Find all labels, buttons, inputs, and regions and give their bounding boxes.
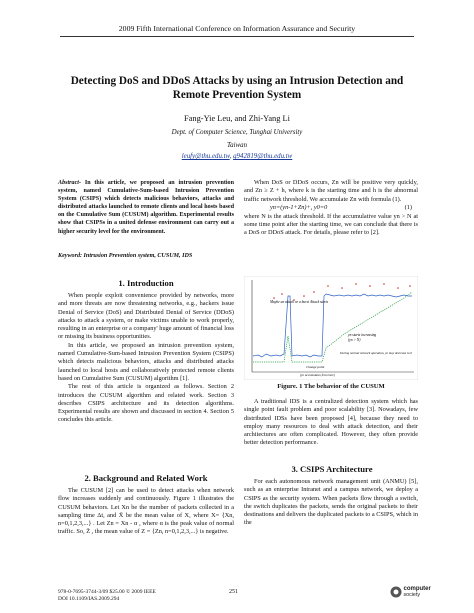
intro-paragraph-2: In this article, we proposed an intrusion prevention system, named Cumulative-Sum-based Intrusion Prevention System (CSIPS) which detects malicious behaviors, attacks and distributed attacks launched to local hosts and collaboratively protected remote clients based on Cumulative Sum (CUSUM) algorithm [1].: [58, 341, 234, 382]
csips-paragraph-1: For each autonomous network management unit (ANMU) [5], such as an enterprise Intranet and a campus network, we deploy a CSIPS as the security system. When packets flow through a switch, the switch duplicates the packets, sends the original packets to their destinations and delivers the duplicated packets to a CSIPS, which in the: [244, 478, 419, 527]
section-heading-intro: 1. Introduction: [118, 278, 174, 288]
right-paragraph-1: When DoS or DDoS occurs, Zn will be positive very quickly, and Zn ≥ Z + h, where k is the starting time and h is the abnormal traffic network threshold. We accumulate Zn with formula (1).: [244, 179, 418, 203]
footer-left: [58, 589, 156, 603]
section-heading-background: 2. Background and Related Work: [84, 473, 208, 483]
cusum-plot: [244, 276, 418, 380]
label-normal-operation: During normal network operation, yn may decrease to 0: [340, 351, 412, 355]
intro-paragraph-3: The rest of this article is organized as follows. Section 2 introduces the CUSUM algorithm and related work. Section 3 describes CSIPS architecture and its detection algorithms. Experimental results are shown and discussed in section 4. Section 5 concludes this article.: [58, 383, 234, 424]
abstract: [58, 179, 234, 236]
intro-body: [58, 292, 234, 425]
authors: Fang-Yie Leu, and Zhi-Yang Li: [184, 114, 290, 123]
section-heading-csips: 3. CSIPS Architecture: [291, 464, 373, 474]
paper-title: Detecting DoS and DDoS Attacks by using an Intrusion Detection and Remote Prevention System: [70, 75, 404, 101]
email-link-2[interactable]: g942819@thu.edu.tw: [233, 153, 293, 160]
label-yn-accumulates: (yn accumulates from here): [300, 373, 335, 377]
conference-header: 2009 Fifth International Conference on Information Assurance and Security: [118, 24, 356, 33]
figure-frame: [244, 276, 418, 380]
footer-doi: DOI 10.1109/IAS.2009.294: [58, 596, 120, 603]
header-rule: [60, 36, 414, 37]
emails: leufy@thu.edu.tw, g942819@thu.edu.tw: [181, 153, 293, 160]
country: Taiwan: [226, 141, 248, 149]
label-attack-starts: Attack starts: [310, 300, 329, 304]
label-yn-threshold: (yn > N): [348, 338, 361, 342]
formula-1-expression: yn=(yn-1+Zn)+, y0=0: [270, 203, 328, 211]
label-maybe-attack: Maybe an attack or a burst: [270, 300, 310, 304]
ieee-logo-icon: [390, 586, 402, 598]
computer-society-logo: [390, 586, 431, 599]
affiliation: [0, 127, 474, 152]
intro-paragraph-1: When people exploit convenience provided by networks, more and more threats are now threatening networks, e.g., hackers issue Denial of Service (DoS) and Distributed Denial of Service (DDoS) attacks to attack a system, or make victims unable to work properly, resulting in an enterprise or a company' huge amount of financial loss or missing its business opportunities.: [58, 292, 234, 341]
abstract-text: In this article, we proposed an intrusion prevention system, named Cumulative-Sum-based Intrusion Prevention System (CSIPS) which detects malicious behaviors, attacks and distributed attacks launched to remote clients and local hosts based on the Cumulative Sum (CUSUM) algorithm. Experimental results show that CSIPSs in a united defense environment can carry out a higher security level for the environment.: [58, 180, 234, 235]
right-paragraph-2: where N is the attack threshold. If the accumulative value yn > N at some time point after the starting time, we can conclude that there is a DoS or DDoS attack. For details, please refer to [2].: [244, 212, 418, 237]
formula-1-number: (1): [404, 203, 412, 211]
keywords: Keyword: Intrusion Prevention system, CUSUM, IDS: [58, 253, 193, 259]
page-number: 251: [229, 589, 238, 595]
cusum-figure: [244, 276, 418, 380]
footer-isbn: 978-0-7695-3744-3/09 $25.00 © 2009 IEEE: [58, 589, 156, 595]
abstract-lead: Abstract-: [58, 180, 82, 186]
figure-caption: Figure. 1 The behavior of the CUSUM: [277, 383, 385, 390]
formula-1: [244, 204, 418, 213]
email-link-1[interactable]: leufy@thu.edu.tw: [181, 153, 230, 160]
logo-line-1: computer: [403, 586, 431, 592]
csips-body: [244, 478, 418, 528]
label-yn-increasing: yn starts increasing: [348, 333, 377, 337]
background-paragraph-1: The CUSUM [2] can be used to detect attacks when network flow increases suddenly and continuously. Figure 1 illustrates the CUSUM behaviors. Let Xn be the number of packets collected in a sampling time Δt, and X̄ be the mean value of X, where X= {Xn, n=0,1,2,3,...} . Let Zn = Xn - α , where α is the peak value of normal traffic. So, Z̄ , the mean value of Z = {Zn, n=0,1,2,3,...} is negative.: [58, 487, 234, 536]
logo-line-2: society: [403, 592, 420, 599]
right-column-middle: [244, 398, 418, 448]
right-column-top: [244, 179, 418, 238]
right2-paragraph-1: A traditional IDS is a centralized detection system which has single point fault problem and poor scalability [3]. Nowadays, few distributed IDSs have been proposed [4], because they need to employ many resources to deal with attack detection, and their architectures are often complicated. However, they often provide better detection performance.: [244, 398, 418, 447]
background-body: [58, 487, 234, 537]
label-change-point: Change point: [306, 365, 325, 369]
department: Dept. of Computer Science, Tunghai University: [171, 129, 303, 136]
